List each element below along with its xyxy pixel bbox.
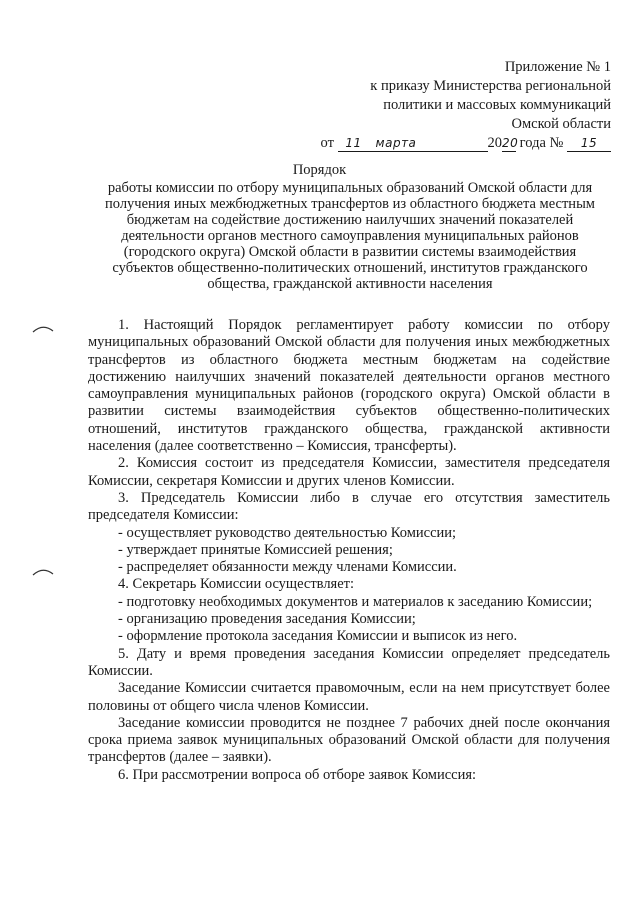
appendix-number: Приложение № 1 [504,59,611,75]
order-reference-line: к приказу Министерства региональной [370,78,611,94]
year-and-number-label: года № [519,135,564,151]
subtitle-line: общества, гражданской активности населения [207,276,493,292]
paragraph: 1. Настоящий Порядок регламентирует работу комиссии по отбору муниципальных образований Омской области для получения иных межбюджетных трансфертов из областного бюджета местным бюджетам на содействие достижению наилучших значений показателей деятельности органов местного самоуправления муниципальных районов (городского округа) Омской области в развитии системы взаимодействия субъектов общественно-политических отношений, институтов гражданского общества, гражданской активности населения (далее соответственно – Комиссия, трансферты). [88,317,610,455]
paragraph: 3. Председатель Комиссии либо в случае его отсутствия заместитель председателя Комиссии: [88,489,610,524]
region-line: Омской области [511,116,611,132]
paragraph: Заседание комиссии проводится не позднее 7 рабочих дней после окончания срока приема заявок муниципальных образований Омской области для получения трансфертов (далее – заявки). [88,714,610,766]
subtitle-line: получения иных межбюджетных трансфертов из областного бюджета местным [105,196,595,212]
subtitle-line: субъектов общественно-политических отношений, институтов гражданского [112,260,588,276]
subtitle-line: бюджетам на содействие достижению наилучших значений показателей [126,212,574,228]
subtitle-line: деятельности органов местного самоуправления муниципальных районов [121,228,579,244]
ministry-line: политики и массовых коммуникаций [383,97,611,113]
binding-hole-mark [32,565,54,577]
order-day [338,136,370,152]
handwritten-month: марта [375,136,417,150]
handwritten-day: 11 [345,136,362,150]
paragraph: 2. Комиссия состоит из председателя Комиссии, заместителя председателя Комиссии, секретаря Комиссии и других членов Комиссии. [88,455,610,489]
list-item: - оформление протокола заседания Комиссии и выписок из него. [118,628,518,645]
appendix-header [321,58,611,153]
subtitle-line: работы комиссии по отбору муниципальных образований Омской области для [107,180,593,196]
handwritten-year: 20 [502,136,519,150]
order-year [502,136,519,152]
list-item: - утверждает принятые Комиссией решения; [118,541,393,558]
paragraph: 6. При рассмотрении вопроса об отборе заявок Комиссия: [118,766,477,783]
paragraph: 5. Дату и время проведения заседания Комиссии определяет председатель Комиссии. [88,645,610,679]
list-item: - распределяет обязанности между членами Комиссии. [118,559,457,576]
handwritten-number: 15 [580,136,598,150]
binding-hole-mark [32,322,54,334]
paragraph: 4. Секретарь Комиссии осуществляет: [118,576,355,593]
paragraph: Заседание Комиссии считается правомочным, если на нем присутствует более половины от общего числа членов Комиссии. [88,680,610,714]
date-prefix: от [320,135,334,151]
order-date-line [321,134,611,153]
list-item: - организацию проведения заседания Комиссии; [118,611,416,628]
document-title: Порядок [292,162,347,178]
subtitle-line: (городского округа) Омской области в развитии системы взаимодействия [123,244,577,260]
document-subtitle [80,180,620,292]
order-number [567,136,611,152]
order-month [370,136,488,152]
list-item: - подготовку необходимых документов и материалов к заседанию Комиссии; [118,593,593,610]
year-prefix: 20 [487,135,503,151]
document-body [88,317,610,784]
list-item: - осуществляет руководство деятельностью Комиссии; [118,524,457,541]
